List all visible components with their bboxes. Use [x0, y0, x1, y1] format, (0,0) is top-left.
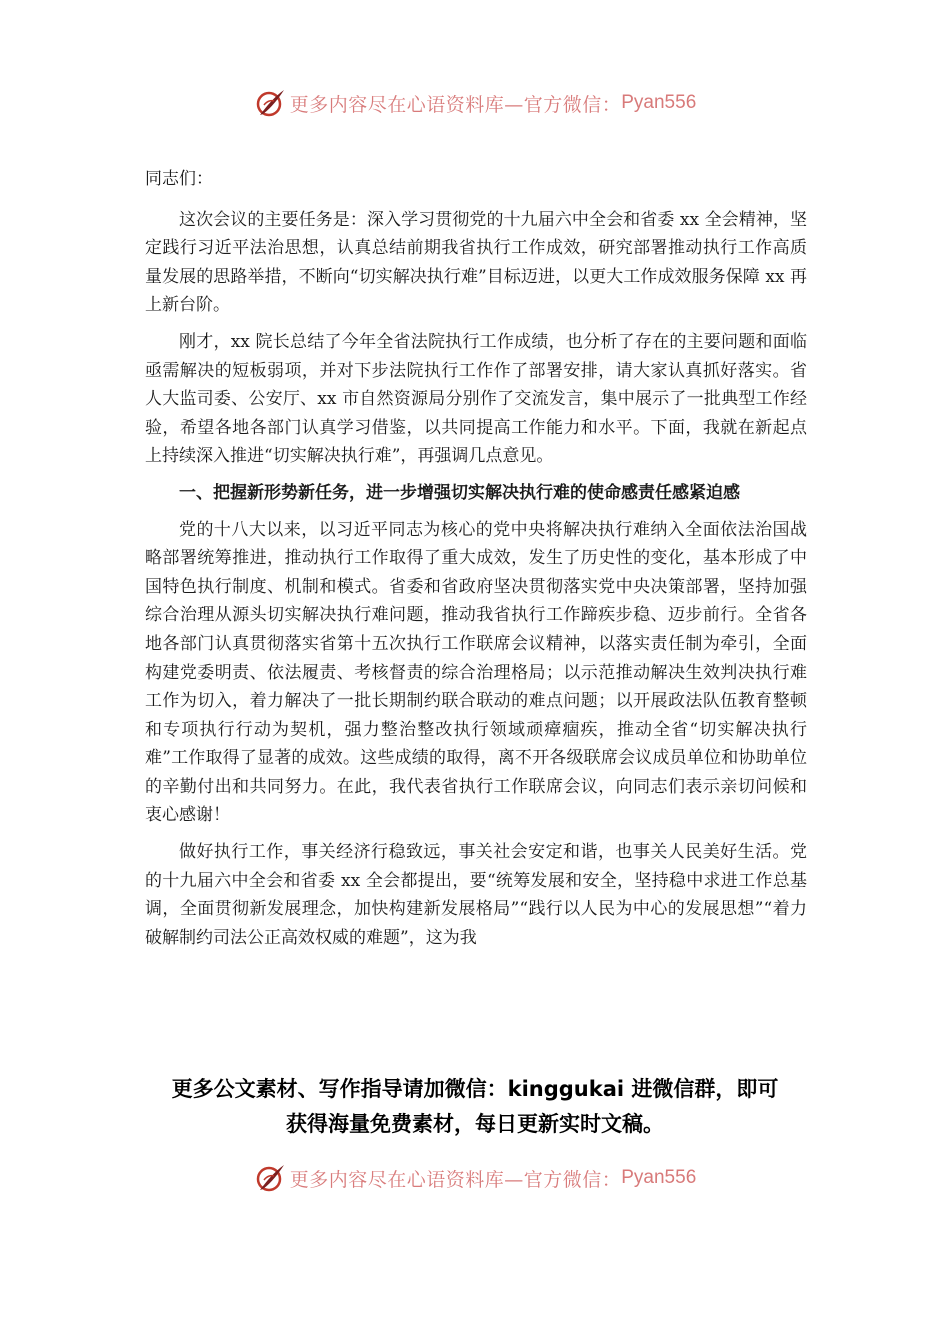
- wechat-id: Pyan556: [621, 92, 697, 113]
- greeting: 同志们：: [145, 169, 213, 189]
- banner-text: 更多内容尽在心语资料库—官方微信：: [289, 1168, 622, 1191]
- wechat-id: Pyan556: [621, 1167, 697, 1188]
- paragraph-3: 党的十八大以来，以习近平同志为核心的党中央将解决执行难纳入全面依法治国战略部署统筹推进，推动执行工作取得了重大成效，发生了历史性的变化，基本形成了中国特色执行制度、机制和模式。省委和省政府坚决贯彻落实党中央决策部署，坚持加强综合治理从源头切实解决执行难问题，推动我省执行工作蹄疾步稳、迈步前行。全省各地各部门认真贯彻落实省第十五次执行工作联席会议精神，以落实责任制为牵引，全面构建党委明责、依法履责、考核督责的综合治理格局；以示范推动解决生效判决执行难工作为切入，着力解决了一批长期制约联合联动的难点问题；以开展政法队伍教育整顿和专项执行行动为契机，强力整治整改执行领域顽瘴痼疾，推动全省“切实解决执行难”工作取得了显著的成效。这些成绩的取得，离不开各级联席会议成员单位和协助单位的辛勤付出和共同努力。在此，我代表省执行工作联席会议，向同志们表示亲切问候和衷心感谢！: [145, 519, 807, 826]
- footer-banner: [0, 1158, 950, 1198]
- paragraph-2: 刚才，xx 院长总结了今年全省法院执行工作成绩，也分析了存在的主要问题和面临亟需解决的短板弱项，并对下步法院执行工作作了部署安排，请大家认真抓好落实。省人大监司委、公安厅、xx 市自然资源局分别作了交流发言，集中展示了一批典型工作经验，希望各地各部门认真学习借鉴，以共同提高工作能力和水平。下面，我就在新起点上持续深入推进“切实解决执行难”，再强调几点意见。: [145, 331, 807, 467]
- header-banner: [0, 83, 950, 123]
- document-body: [145, 165, 807, 960]
- promo-notice: [120, 1072, 830, 1142]
- section-heading-1: 一、把握新形势新任务，进一步增强切实解决执行难的使命感责任感紧迫感: [179, 482, 740, 503]
- promo-line-1: 更多公文素材、写作指导请加微信：kinggukai 进微信群，即可: [171, 1077, 779, 1101]
- banner-text: 更多内容尽在心语资料库—官方微信：: [289, 93, 622, 116]
- promo-line-2: 获得海量免费素材，每日更新实时文稿。: [286, 1112, 664, 1136]
- quill-logo-icon: [254, 87, 286, 119]
- paragraph-1: 这次会议的主要任务是：深入学习贯彻党的十九届六中全会和省委 xx 全会精神，坚定践行习近平法治思想，认真总结前期我省执行工作成效，研究部署推动执行工作高质量发展的思路举措，不断向“切实解决执行难”目标迈进，以更大工作成效服务保障 xx 再上新台阶。: [145, 209, 807, 316]
- quill-logo-icon: [254, 1162, 286, 1194]
- paragraph-4: 做好执行工作，事关经济行稳致远，事关社会安定和谐，也事关人民美好生活。党的十九届六中全会和省委 xx 全会都提出，要“统筹发展和安全，坚持稳中求进工作总基调，全面贯彻新发展理念，加快构建新发展格局”“践行以人民为中心的发展思想”“着力破解制约司法公正高效权威的难题”，这为我: [145, 842, 807, 948]
